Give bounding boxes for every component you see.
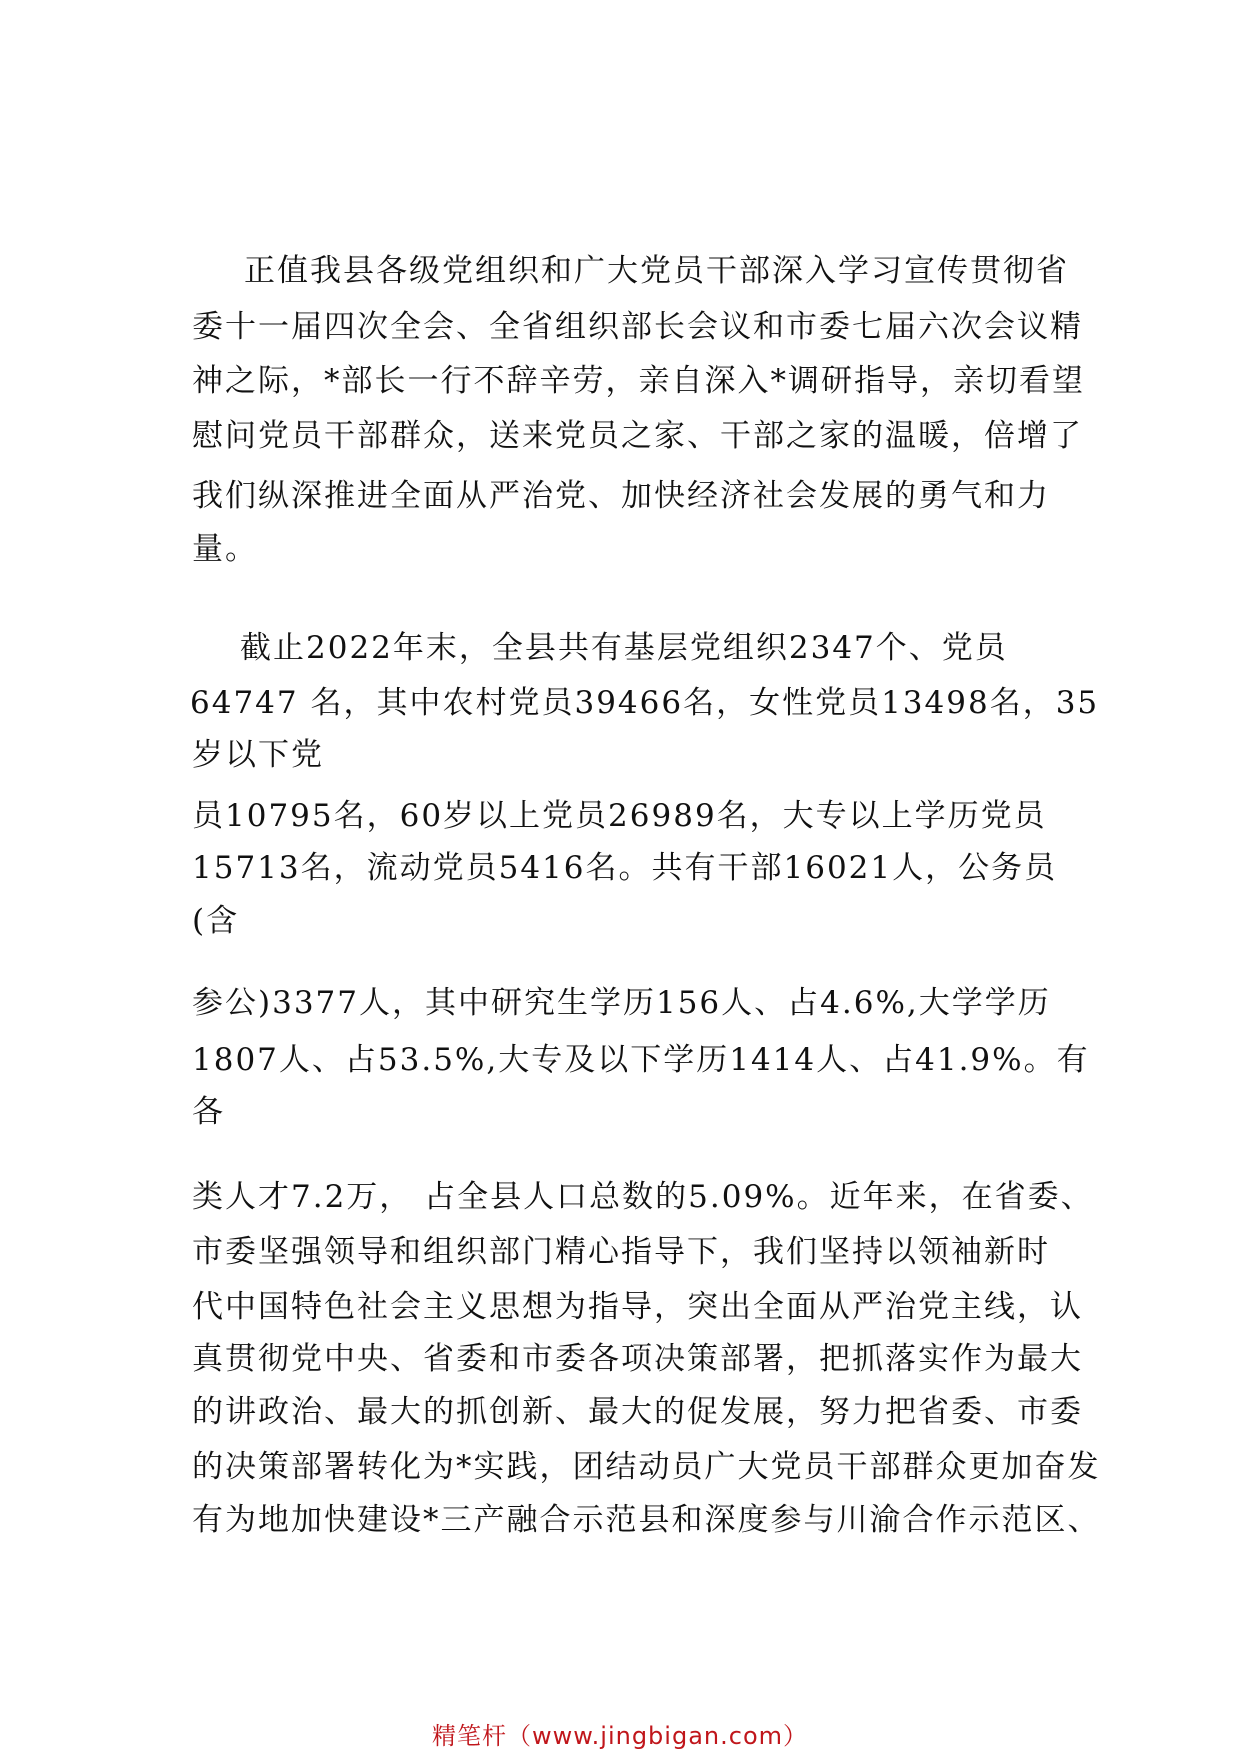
text-line: 市委坚强领导和组织部门精心指导下，我们坚持以领袖新时 (192, 1234, 1050, 1270)
text-line: 15713名，流动党员5416名。共有干部16021人，公务员 (192, 850, 1058, 886)
text-line: 委十一届四次全会、全省组织部长会议和市委七届六次会议精 (192, 309, 1083, 345)
text-line: 截止2022年末，全县共有基层党组织2347个、党员 (240, 630, 1008, 666)
text-line: 64747 名，其中农村党员39466名，女性党员13498名，35 (190, 685, 1100, 721)
text-line: 神之际，*部长一行不辞辛劳，亲自深入*调研指导，亲切看望 (192, 363, 1085, 399)
text-line: 量。 (192, 531, 258, 567)
text-line: 有为地加快建设*三产融合示范县和深度参与川渝合作示范区、 (192, 1502, 1101, 1538)
text-line: 代中国特色社会主义思想为指导，突出全面从严治党主线，认 (192, 1289, 1083, 1325)
text-line: 岁以下党 (192, 737, 324, 773)
text-line: 慰问党员干部群众，送来党员之家、干部之家的温暖，倍增了 (192, 418, 1083, 454)
text-line: 的讲政治、最大的抓创新、最大的促发展，努力把省委、市委 (192, 1394, 1083, 1430)
text-line: 的决策部署转化为*实践，团结动员广大党员干部群众更加奋发 (192, 1449, 1101, 1485)
text-line: 参公)3377人，其中研究生学历156人、占4.6%,大学学历 (192, 985, 1051, 1021)
text-line: 我们纵深推进全面从严治党、加快经济社会发展的勇气和力 (192, 478, 1050, 514)
text-line: 真贯彻党中央、省委和市委各项决策部署，把抓落实作为最大 (192, 1341, 1083, 1377)
text-line: 类人才7.2万， 占全县人口总数的5.09%。近年来，在省委、 (192, 1179, 1094, 1215)
text-line: 1807人、占53.5%,大专及以下学历1414人、占41.9%。有 (192, 1042, 1090, 1078)
text-line: 员10795名，60岁以上党员26989名，大专以上学历党员 (192, 798, 1047, 834)
footer-link[interactable]: 精笔杆（www.jingbigan.com） (431, 1722, 809, 1750)
text-line: 各 (192, 1094, 225, 1130)
text-line: 正值我县各级党组织和广大党员干部深入学习宣传贯彻省 (244, 253, 1069, 289)
text-line: (含 (192, 903, 240, 939)
